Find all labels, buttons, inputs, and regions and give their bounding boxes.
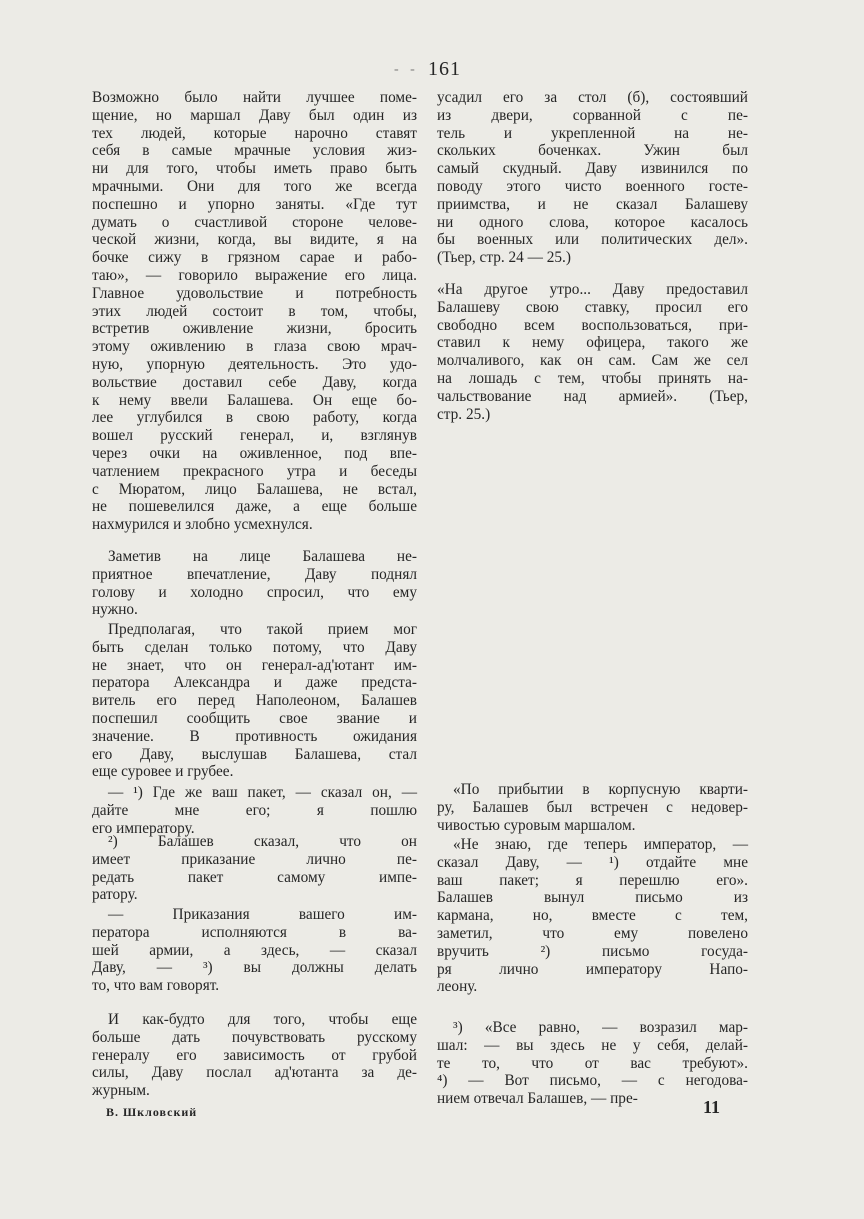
text-line: ваш пакет; я перешлю его». [437, 871, 748, 889]
text-line: те то, что от вас требуют». [437, 1054, 748, 1072]
text-line: через очки на оживленное, под впе- [92, 444, 417, 462]
text-line: нужно. [92, 601, 138, 619]
text-line: себя в самые мрачные условия жиз- [92, 142, 417, 160]
text-line: голову и холодно спросил, что ему [92, 583, 417, 601]
text-line: Балашеву свою ставку, просил его [437, 298, 748, 316]
text-line: к нему ввели Балашева. Он еще бо- [92, 391, 417, 409]
text-line: кармана, но, вместе с тем, [437, 907, 748, 925]
text-line: значение. В противность ожидания [92, 727, 417, 745]
text-line: — ¹) Где же ваш пакет, — сказал он, — [108, 784, 417, 801]
text-line: И как-будто для того, чтобы еще [108, 1011, 417, 1028]
signature-mark: 11 [703, 1097, 721, 1117]
page-number-marks: - - [394, 62, 419, 77]
text-line: поводу этого чисто военного госте- [437, 177, 748, 195]
text-line: то, что вам говорят. [92, 977, 220, 995]
paragraph [92, 833, 417, 904]
text-line: — Приказания вашего им- [108, 906, 417, 923]
paragraph [92, 89, 417, 534]
text-line: нием отвечал Балашев, — пре- [437, 1090, 638, 1108]
text-line: бочке сижу в грязном сарае и рабо- [92, 249, 417, 267]
text-line: ²) Балашев сказал, что он [108, 833, 417, 850]
text-line: бы военных или политических дел». [437, 231, 748, 249]
text-line: ру, Балашев был встречен с недовер- [437, 798, 748, 816]
text-line: «Не знаю, где теперь император, — [453, 836, 748, 853]
text-line: имеет приказание лично пе- [92, 850, 417, 868]
text-line: нахмурился и злобно усмехнулся. [92, 516, 313, 534]
paragraph [92, 784, 417, 837]
text-line: с Мюратом, лицо Балашева, не встал, [92, 480, 417, 498]
text-line: молчаливого, как он сам. Сам же сел [437, 352, 748, 370]
text-line: ческой жизни, когда, вы видите, я на [92, 231, 417, 249]
text-line: «По прибытии в корпусную кварти- [453, 781, 748, 798]
text-line: самый скудный. Даву извинился по [437, 160, 748, 178]
text-line: скольких боченках. Ужин был [437, 142, 748, 160]
text-line: ператора Александра и даже предста- [92, 674, 417, 692]
footer-author: В. Шкловский [106, 1105, 198, 1119]
text-line: стр. 25.) [437, 405, 491, 423]
text-line: ную, упорную деятельность. Это удо- [92, 355, 417, 373]
text-line: думать о счастливой стороне челове- [92, 213, 417, 231]
text-line: сказал Даву, — ¹) отдайте мне [437, 853, 748, 871]
text-line: Заметив на лице Балашева не- [108, 548, 417, 565]
text-line: поспешил сообщить свое звание и [92, 709, 417, 727]
text-line: чатлением прекрасного утра и беседы [92, 462, 417, 480]
text-line: этих людей состоит в том, чтобы, [92, 302, 417, 320]
text-line: приятное впечатление, Даву поднял [92, 565, 417, 583]
text-line: ³) «Все равно, — возразил мар- [453, 1019, 748, 1036]
text-line: шей армии, а здесь, — сказал [92, 941, 417, 959]
text-line: не знает, что он генерал-ад'ютант им- [92, 656, 417, 674]
text-line: быть сделан только потому, что Даву [92, 638, 417, 656]
text-line: тех людей, которые нарочно ставят [92, 124, 417, 142]
text-line: тель и укрепленной на не- [437, 124, 748, 142]
paragraph [437, 281, 748, 423]
text-line: ратору. [92, 886, 138, 904]
paragraph [92, 621, 417, 781]
paragraph [92, 1011, 417, 1100]
paragraph [437, 836, 748, 996]
text-line: вольствие доставил себе Даву, когда [92, 373, 417, 391]
text-line: редать пакет самому импе- [92, 868, 417, 886]
text-line: чивостью суровым маршалом. [437, 816, 636, 834]
text-line: больше дать почувствовать русскому [92, 1028, 417, 1046]
text-line: леону. [437, 978, 478, 996]
text-line: ператора исполняются в ва- [92, 923, 417, 941]
text-line: этому оживлению в глаза свою мрач- [92, 338, 417, 356]
text-line: таю», — говорило выражение его лица. [92, 266, 417, 284]
text-line: приимства, и не сказал Балашеву [437, 195, 748, 213]
text-line: вручить ²) письмо госуда- [437, 942, 748, 960]
text-line: ни одного слова, которое касалось [437, 213, 748, 231]
text-line: ря лично императору Напо- [437, 960, 748, 978]
text-line: Главное удовольствие и потребность [92, 284, 417, 302]
paragraph [437, 1019, 748, 1108]
text-line: шал: — вы здесь не у себя, делай- [437, 1036, 748, 1054]
text-line: свободно всем воспользоваться, при- [437, 316, 748, 334]
text-line: генералу его зависимость от грубой [92, 1046, 417, 1064]
text-line: ⁴) — Вот письмо, — с негодова- [437, 1072, 748, 1090]
text-line: заметил, что ему повелено [437, 924, 748, 942]
text-line: (Тьер, стр. 24 — 25.) [437, 249, 571, 267]
text-line: на лошадь с тем, чтобы принять на- [437, 369, 748, 387]
text-line: чальствование над армией». (Тьер, [437, 387, 748, 405]
text-line: щение, но маршал Даву был один из [92, 106, 417, 124]
text-line: не пошевелился даже, а еще больше [92, 498, 417, 516]
text-line: силы, Даву послал ад'ютанта за де- [92, 1064, 417, 1082]
text-line: ни для того, чтобы иметь право быть [92, 160, 417, 178]
text-line: мрачными. Они для того же всегда [92, 177, 417, 195]
text-line: дайте мне его; я пошлю [92, 801, 417, 819]
text-line: ставил к нему офицера, такого же [437, 334, 748, 352]
text-line: поспешно и упорно заняты. «Где тут [92, 195, 417, 213]
text-line: еще суровее и грубее. [92, 763, 234, 781]
text-line: его Даву, выслушав Балашева, стал [92, 745, 417, 763]
text-line: Даву, — ³) вы должны делать [92, 959, 417, 977]
text-line: Возможно было найти лучшее поме- [92, 89, 417, 106]
paragraph [92, 548, 417, 619]
text-line: встретив оживление жизни, бросить [92, 320, 417, 338]
paragraph [92, 906, 417, 995]
text-line: Предполагая, что такой прием мог [108, 621, 417, 638]
page-number: 161 [428, 58, 461, 80]
paragraph [437, 781, 748, 834]
text-line: его императору. [92, 819, 195, 837]
text-line: журным. [92, 1082, 150, 1100]
text-line: из двери, сорванной с пе- [437, 106, 748, 124]
text-line: витель его перед Наполеоном, Балашев [92, 692, 417, 710]
text-line: усадил его за стол (б), состоявший [437, 89, 748, 106]
text-line: лее углубился в свою работу, когда [92, 409, 417, 427]
paragraph [437, 89, 748, 267]
text-line: «На другое утро... Даву предоставил [437, 281, 748, 298]
text-line: вошел русский генерал, и, взглянув [92, 427, 417, 445]
text-line: Балашев вынул письмо из [437, 889, 748, 907]
